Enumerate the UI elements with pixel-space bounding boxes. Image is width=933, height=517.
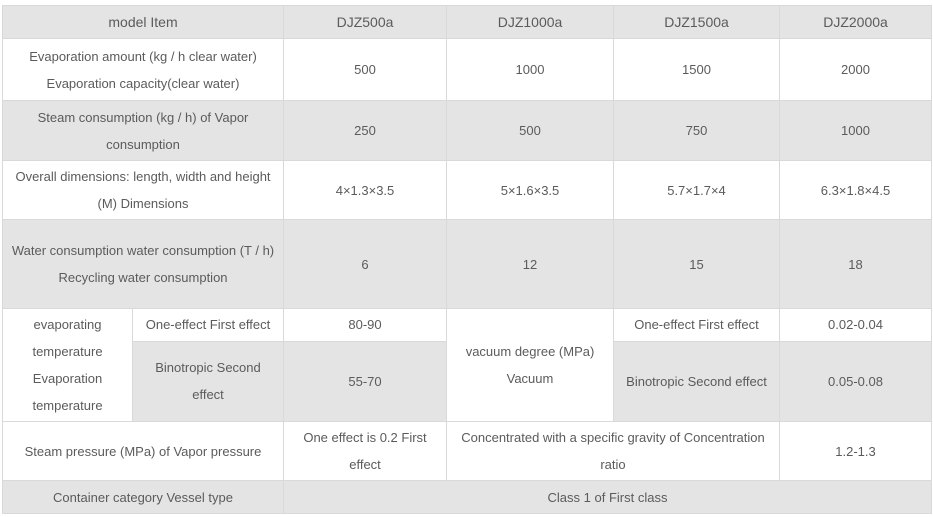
water-label-line1: Water consumption water consumption (T / h) xyxy=(11,243,275,258)
row-temperature-first-effect xyxy=(3,309,932,342)
vessel-label-cell: Container category Vessel type xyxy=(3,481,284,514)
steam-label-cell: Steam consumption (kg / h) of Vapor consumption xyxy=(3,101,284,161)
header-model-djz1500a: DJZ1500a xyxy=(614,6,780,39)
vessel-class-merged-cell: Class 1 of First class xyxy=(284,481,932,514)
row-water-consumption xyxy=(3,220,932,309)
row-dimensions xyxy=(3,161,932,220)
evaporation-djz500a-value: 500 xyxy=(284,39,447,101)
dimensions-djz500a-value: 4×1.3×3.5 xyxy=(284,161,447,220)
row-steam-pressure xyxy=(3,422,932,481)
dimensions-djz1500a-value: 5.7×1.7×4 xyxy=(614,161,780,220)
vacuum-second-effect-label: Binotropic Second effect xyxy=(614,341,780,421)
pressure-concentration-merged-cell: Concentrated with a specific gravity of Concentration ratio xyxy=(447,422,780,481)
vacuum-first-effect-value: 0.02-0.04 xyxy=(780,309,932,342)
header-model-djz2000a: DJZ2000a xyxy=(780,6,932,39)
water-djz500a-value: 6 xyxy=(284,220,447,309)
steam-djz1000a-value: 500 xyxy=(447,101,614,161)
temperature-second-effect-label: Binotropic Second effect xyxy=(133,341,284,421)
vacuum-label-cell xyxy=(447,309,614,422)
dimensions-djz2000a-value: 6.3×1.8×4.5 xyxy=(780,161,932,220)
dimensions-label-cell: Overall dimensions: length, width and height (M) Dimensions xyxy=(3,161,284,220)
evaporation-djz2000a-value: 2000 xyxy=(780,39,932,101)
evaporation-djz1500a-value: 1500 xyxy=(614,39,780,101)
product-spec-table xyxy=(2,5,932,514)
evaporation-djz1000a-value: 1000 xyxy=(447,39,614,101)
steam-djz1500a-value: 750 xyxy=(614,101,780,161)
temperature-first-effect-value: 80-90 xyxy=(284,309,447,342)
dimensions-djz1000a-value: 5×1.6×3.5 xyxy=(447,161,614,220)
steam-djz500a-value: 250 xyxy=(284,101,447,161)
row-vessel-type xyxy=(3,481,932,514)
pressure-djz500a-value: One effect is 0.2 First effect xyxy=(284,422,447,481)
header-model-item: model Item xyxy=(3,6,284,39)
header-row xyxy=(3,6,932,39)
vacuum-second-effect-value: 0.05-0.08 xyxy=(780,341,932,421)
row-evaporation xyxy=(3,39,932,101)
temperature-first-effect-label: One-effect First effect xyxy=(133,309,284,342)
vacuum-first-effect-label: One-effect First effect xyxy=(614,309,780,342)
temperature-second-effect-value: 55-70 xyxy=(284,341,447,421)
water-djz1000a-value: 12 xyxy=(447,220,614,309)
evaporation-label-line1: Evaporation amount (kg / h clear water) xyxy=(29,48,257,64)
vacuum-label-line2: Vacuum xyxy=(506,371,554,386)
water-djz1500a-value: 15 xyxy=(614,220,780,309)
vacuum-label-line1: vacuum degree (MPa) xyxy=(465,344,595,359)
pressure-djz2000a-value: 1.2-1.3 xyxy=(780,422,932,481)
row-steam-consumption xyxy=(3,101,932,161)
water-label-cell xyxy=(3,220,284,309)
evaporation-label-cell xyxy=(3,39,284,101)
water-label-line2: Recycling water consumption xyxy=(58,270,228,285)
header-model-djz500a: DJZ500a xyxy=(284,6,447,39)
header-model-djz1000a: DJZ1000a xyxy=(447,6,614,39)
evaporation-label-line2: Evaporation capacity(clear water) xyxy=(46,75,240,91)
temperature-label-cell: evaporating temperature Evaporation temperature xyxy=(3,309,133,422)
pressure-label-cell: Steam pressure (MPa) of Vapor pressure xyxy=(3,422,284,481)
water-djz2000a-value: 18 xyxy=(780,220,932,309)
steam-djz2000a-value: 1000 xyxy=(780,101,932,161)
